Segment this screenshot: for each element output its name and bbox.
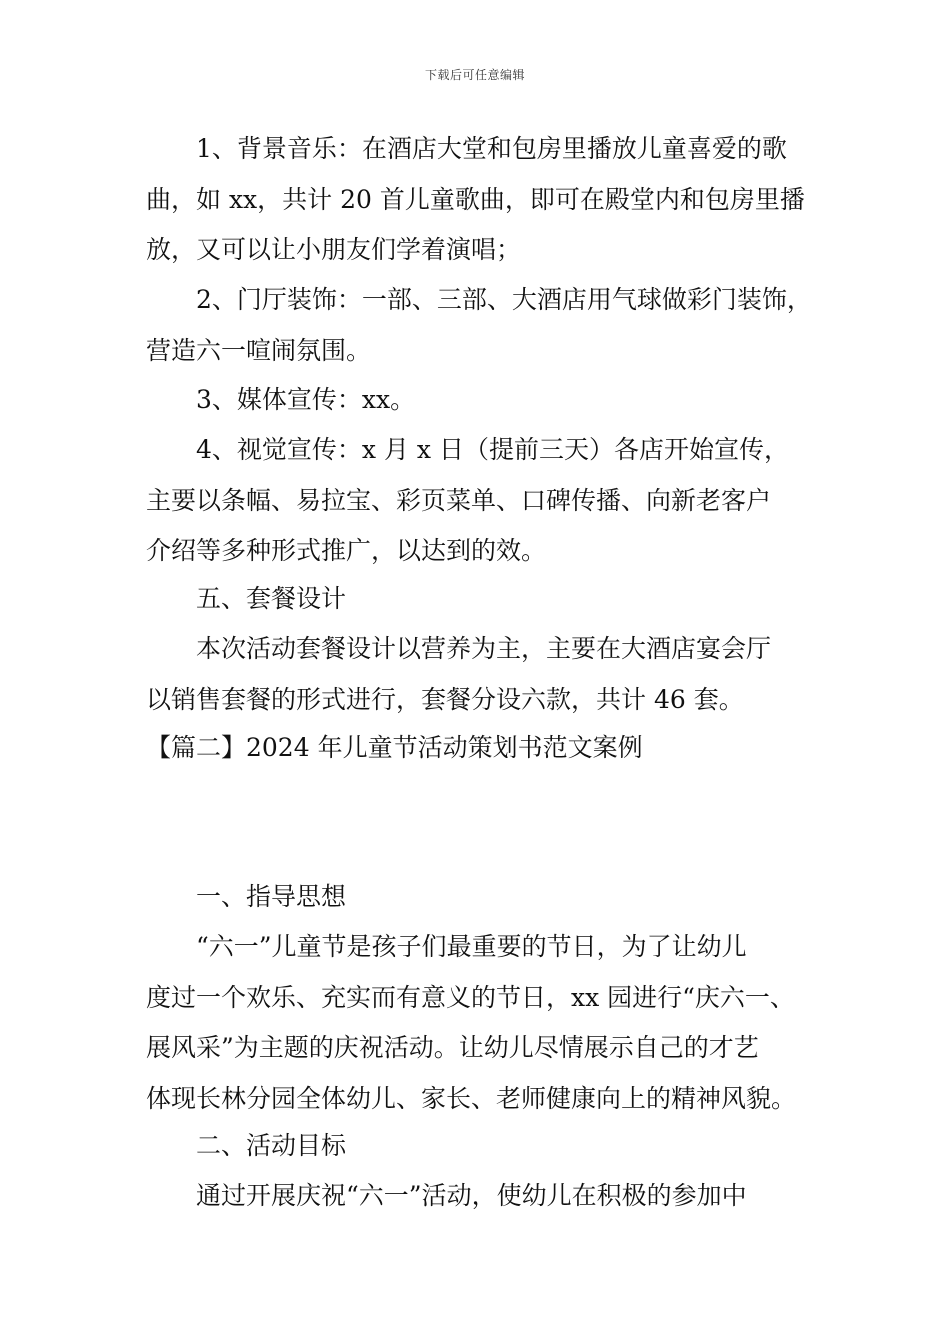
- text-line: 一、指导思想: [146, 882, 347, 911]
- header-note: 下载后可任意编辑: [424, 68, 525, 82]
- section-heading-activity-goals: [146, 1121, 836, 1172]
- text-line: 3、媒体宣传：xx。: [146, 385, 416, 414]
- text-line: 通过开展庆祝“六一”活动，使幼儿在积极的参加中: [146, 1181, 747, 1210]
- section-heading-guiding-idea: [146, 872, 836, 923]
- article-title-part-two: [146, 723, 836, 774]
- text-line: 营造六一喧闹氛围。: [146, 335, 372, 365]
- text-line: 展风采”为主题的庆祝活动。让幼儿尽情展示自己的才艺: [146, 1033, 759, 1062]
- text-line: 本次活动套餐设计以营养为主，主要在大酒店宴会厅: [146, 634, 772, 663]
- text-line: 以销售套餐的形式进行，套餐分设六款，共计 46 套。: [146, 684, 744, 714]
- paragraph-media-promotion: [146, 375, 836, 426]
- text-line: 主要以条幅、易拉宝、彩页菜单、口碑传播、向新老客户: [146, 485, 772, 515]
- paragraph-package-design: [146, 624, 836, 725]
- text-line: 2、门厅装饰：一部、三部、大酒店用气球做彩门装饰，: [146, 285, 812, 314]
- text-line: “六一”儿童节是孩子们最重要的节日，为了让幼儿: [146, 932, 747, 961]
- text-line: 度过一个欢乐、充实而有意义的节日，xx 园进行“庆六一、: [146, 982, 795, 1012]
- text-line: 4、视觉宣传：x 月 x 日（提前三天）各店开始宣传，: [146, 435, 789, 464]
- text-line: 五、套餐设计: [146, 584, 347, 613]
- section-heading-package-design: [146, 574, 836, 625]
- paragraph-guiding-idea: [146, 922, 836, 1124]
- paragraph-visual-promotion: [146, 425, 836, 577]
- paragraph-background-music: [146, 124, 836, 276]
- text-line: 介绍等多种形式推广，以达到的效。: [146, 536, 547, 565]
- text-line: 放，又可以让小朋友们学着演唱；: [146, 235, 522, 264]
- text-line: 二、活动目标: [146, 1131, 347, 1160]
- text-line: 曲，如 xx，共计 20 首儿童歌曲，即可在殿堂内和包房里播: [146, 184, 805, 214]
- paragraph-activity-goals: [146, 1171, 836, 1222]
- text-line: 【篇二】2024 年儿童节活动策划书范文案例: [146, 733, 643, 762]
- text-line: 体现长林分园全体幼儿、家长、老师健康向上的精神风貌。: [146, 1083, 797, 1113]
- paragraph-hall-decoration: [146, 275, 836, 376]
- text-line: 1、背景音乐：在酒店大堂和包房里播放儿童喜爱的歌: [146, 134, 787, 163]
